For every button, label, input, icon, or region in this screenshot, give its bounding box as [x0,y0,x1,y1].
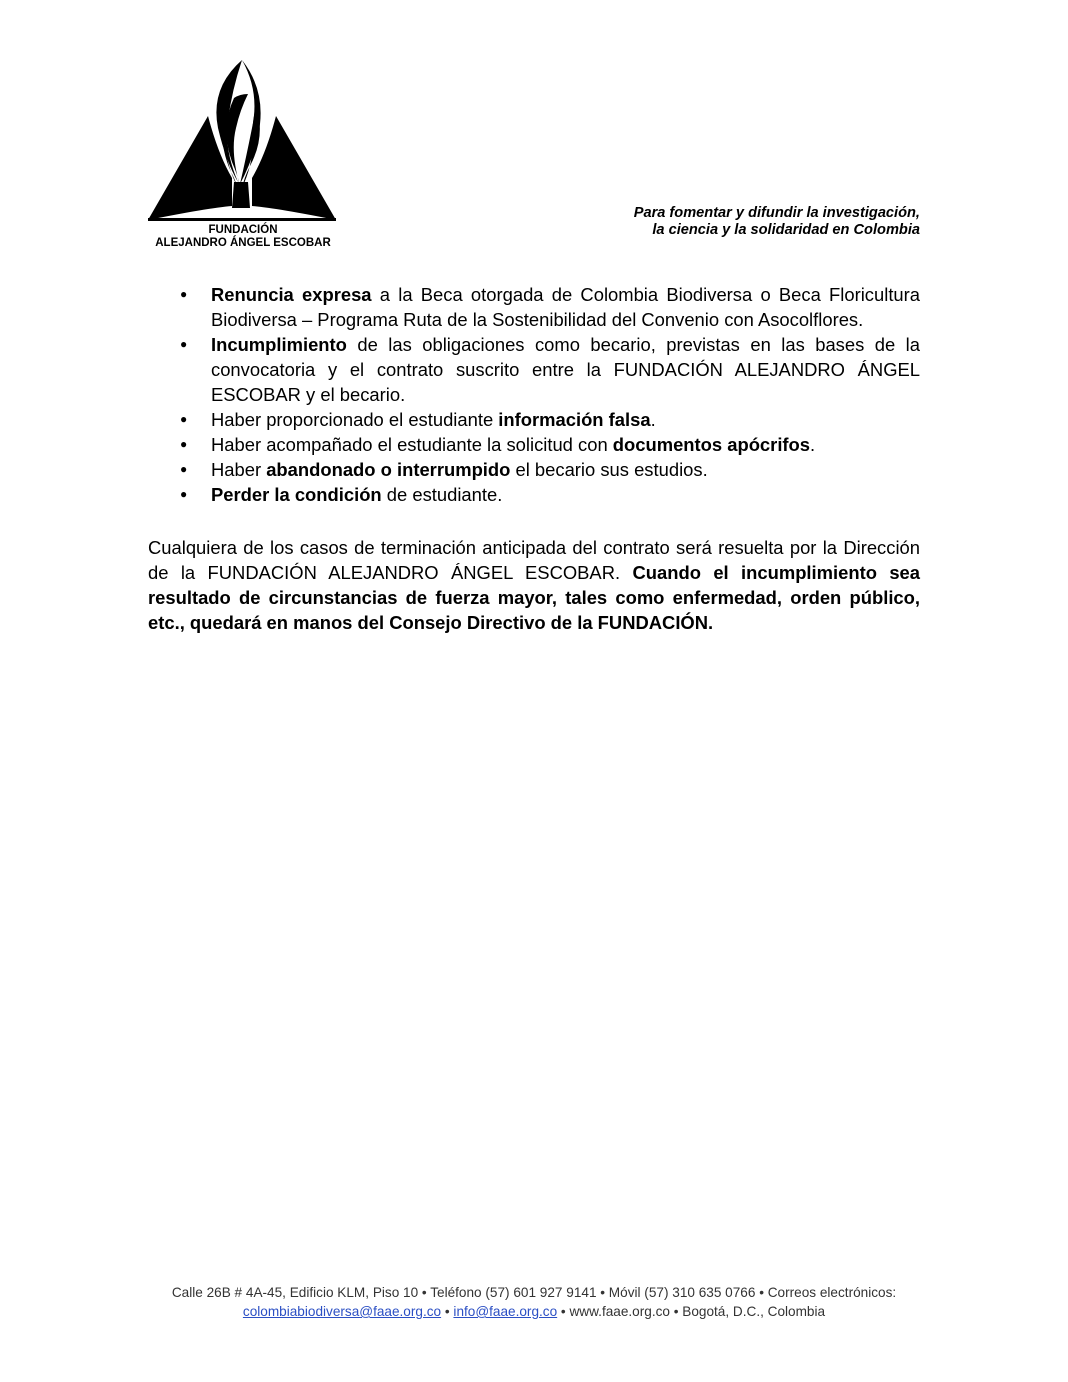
item-text: Haber proporcionado el estudiante [211,409,499,430]
document-body [148,282,920,635]
item-text: Haber acompañado el estudiante la solicitud con [211,434,613,455]
page-footer [0,1283,1068,1321]
termination-conditions-list [148,282,920,507]
logo-name-line1: FUNDACIÓN [208,224,278,236]
item-text-end: . [650,409,656,430]
item-emphasis: Renuncia expresa [211,284,372,305]
email-link-colombiabiodiversa[interactable]: colombiabiodiversa@faae.org.co [242,1304,442,1319]
closing-paragraph [148,535,920,635]
item-text-end: . [810,434,816,455]
item-text: de las obligaciones como becario, previstas en las bases de la convocatoria y el contrato suscrito entre la FUNDACIÓN ALEJANDRO ÁNGEL ESCOBAR y el becario. [211,334,920,405]
foundation-tagline [634,205,920,239]
list-item [148,407,920,432]
footer-separator: • [441,1304,454,1319]
item-text: de estudiante. [381,484,503,505]
foundation-logo [145,58,341,250]
list-item [148,482,920,507]
list-item [148,282,920,332]
closing-text: Cualquiera de los casos de terminación anticipada del contrato será resuelta por la Dirección de la FUNDACIÓN ALEJANDRO ÁNGEL ESCOBAR. [148,537,920,583]
item-emphasis: abandonado o interrumpido [266,459,511,480]
item-text: a la Beca otorgada de Colombia Biodiversa o Beca Floricultura Biodiversa – Programa Ruta de la Sostenibilidad del Convenio con Asocolflores. [211,284,921,330]
list-item [148,332,920,407]
logo-name-line2: ALEJANDRO ÁNGEL ESCOBAR [155,237,331,249]
item-emphasis: Perder la condición [211,484,382,505]
closing-emphasis: Cuando el incumplimiento sea resultado de circunstancias de fuerza mayor, tales como enfermedad, orden público, etc., quedará en manos del Consejo Directivo de la FUNDACIÓN. [148,562,921,633]
item-emphasis: documentos apócrifos [612,434,811,455]
tagline-line2: la ciencia y la solidaridad en Colombia [652,222,920,238]
footer-website-city: • www.faae.org.co • Bogotá, D.C., Colombia [557,1304,826,1319]
email-link-info[interactable]: info@faae.org.co [453,1304,558,1319]
tagline-line1: Para fomentar y difundir la investigación, [633,205,920,221]
item-text: Haber [211,459,267,480]
item-emphasis: información falsa [498,409,651,430]
list-item [148,457,920,482]
footer-contacts [0,1302,1068,1321]
item-emphasis: Incumplimiento [211,334,347,355]
item-text-end: el becario sus estudios. [510,459,708,480]
footer-address: Calle 26B # 4A-45, Edificio KLM, Piso 10 • Teléfono (57) 601 927 9141 • Móvil (57) 310 635 0766 • Correos electrónicos: [171,1285,897,1300]
flame-triangle-icon [148,58,336,222]
list-item [148,432,920,457]
